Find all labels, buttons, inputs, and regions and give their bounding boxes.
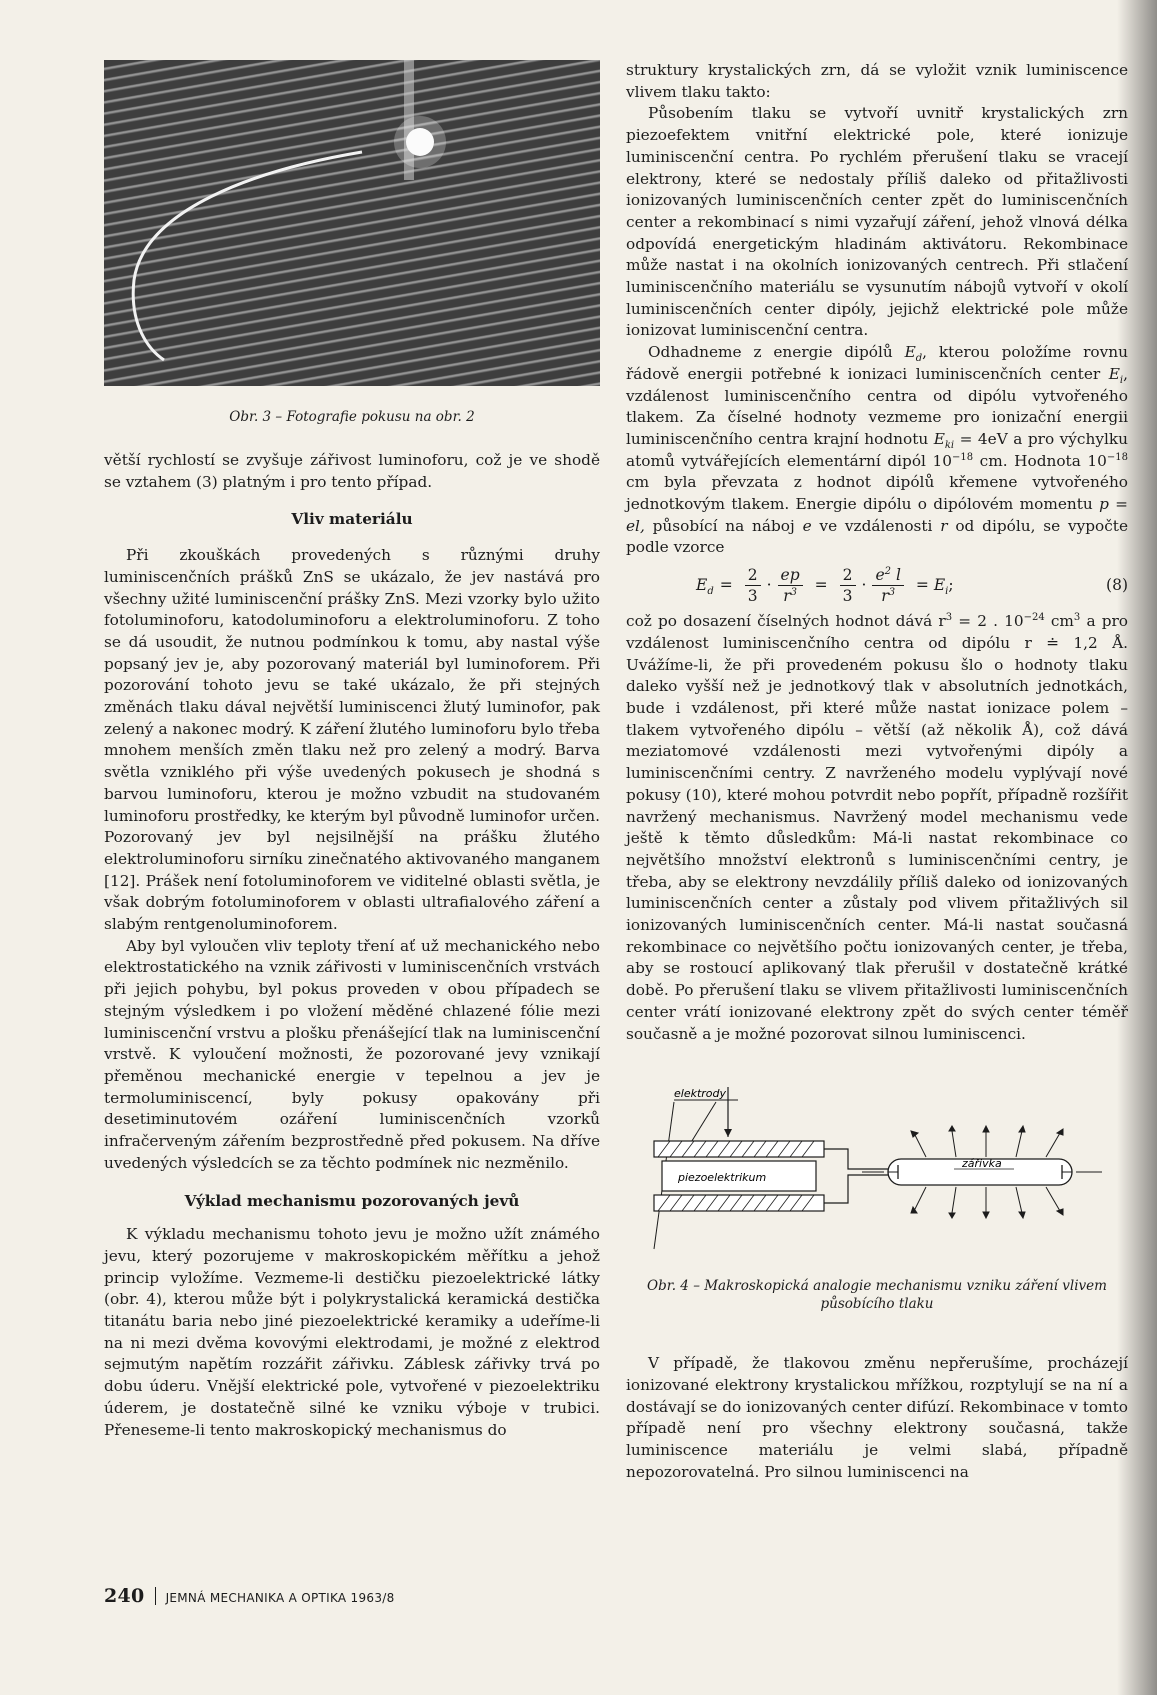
figure-4-caption: Obr. 4 – Makroskopická analogie mechanismu vzniku záření vlivem působícího tlaku <box>647 1278 1107 1313</box>
paragraph-mechanism: K výkladu mechanismu tohoto jevu je možno užít známého jevu, který pozorujeme v makroskopickém měřítku a jehož princip vyložíme. Vezmeme-li destičku piezoelektrické látky (obr. 4), kterou může být i polykrystalická keramická destička titanátu baria nebo jiné piezoelektrické keramiky a udeříme-li na ni mezi dvěma kovovými elektrodami, je možné z elektrod sejmutým napětím rozzářit zářivku. Záblesk zářivky trvá po dobu úderu. Vnější elektrické pole, vytvořené v piezoelektriku úderem, je dostatečně silné ke vzniku výboje v trubici. Přeneseme-li tento makroskopický mechanismus do <box>104 1225 600 1439</box>
paragraph-result: což po dosazení číselných hodnot dává $r^3 = 2$ . $10^{-24}$ $cm^3$ a pro vzdálenost luminiscenčního centra od dipólu r ≐ 1,2 Å. Uvážíme-li, že při provedeném pokusu šlo o hodnoty tlaku daleko vyšší než je jednotkový tlak v absolutních jednotkách, bude i vzdálenost, při které může nastat ionizace polem – tlakem vytvořeného dipólu – větší (až několik Å), což dává meziatomové vzdálenosti mezi vytvořenými dipóly a luminiscenčními centry. Z navrženého modelu vyplývají nové pokusy (10), které mohou potvrdit nebo popřít, případně rozšířit navržený mechanismus. Navržený model mechanismu vede ještě k těmto důsledkům: Má-li nastat rekombinace co největšího množství elektronů s luminiscenčními centry, je třeba, aby se elektrony nevzdálily příliš daleko od ionizovaných luminiscenčních center a zůstaly pod vlivem přitažlivých sil ionizovaných luminiscenčních center. Má-li nastat současná rekombinace co největšího počtu ionizovaných center, je třeba, aby se rostoucí aplikovaný tlak přerušil v dostatečně krátké době. Po přerušení tlaku se vlivem přitažlivosti luminiscenčních center vrátí ionizované elektrony zpět do svých center téměř současně a je možné pozorovat silnou luminiscenci. <box>626 612 1129 1043</box>
figure-4-diagram <box>626 1071 1128 1271</box>
right-column <box>626 60 1128 1483</box>
heading-material: Vliv materiálu <box>291 510 413 529</box>
paragraph-material-1: Při zkouškách provedených s různými druhy luminiscenčních prášků ZnS se ukázalo, že jev nastává pro všechny užité luminiscenční prášky ZnS. Mezi vzorky bylo užito fotoluminoforu, katodoluminoforu a elektroluminoforu. Z toho se dá usoudit, že nutnou podmínkou k tomu, aby nastal výše popsaný jev je, aby pozorovaný materiál byl luminoforem. Při pozorování tohoto jevu se také ukázalo, že při stejných změnách tlaku dával největší luminiscenci žlutý luminofor, pak zelený a nakonec modrý. K záření žlutého luminoforu bylo třeba mnohem menších změn tlaku než pro zelený a modrý. Barva světla vzniklého při výše uvedených pokusech je shodná s barvou luminoforu, kterou je možno vzbudit na studovaném luminoforu prostředky, ke kterým byl původně luminofor určen. Pozorovaný jev byl nejsilnější na prášku žlutého elektroluminoforu sirníku zinečnatého aktivovaného manganem [12]. Prášek není fotoluminoforem ve viditelné oblasti světla, je však dobrým fotoluminoforem v oblasti ultrafialového záření a slabým rentgenoluminoforem. <box>104 546 601 934</box>
heading-mechanism: Výklad mechanismu pozorovaných jevů <box>184 1191 520 1210</box>
paragraph-continuation: struktury krystalických zrn, dá se vyložit vznik luminiscence vlivem tlaku takto: <box>626 61 1128 101</box>
journal-name: JEMNÁ MECHANIKA A OPTIKA 1963/8 <box>165 1591 395 1605</box>
left-column <box>104 60 600 1441</box>
label-lamp: zářivka <box>962 1157 1002 1171</box>
page-footer <box>104 1585 395 1607</box>
equation-number: (8) <box>1106 576 1128 595</box>
paragraph-pressure: Působením tlaku se vytvoří uvnitř krystalických zrn piezoefektem vnitřní elektrické pole, které ionizuje luminiscenční centra. Po rychlém přerušení tlaku se vracejí elektrony, které se nedostaly příliš daleko od přitažlivosti ionizovaných luminiscenčních center zpět do luminiscenčních center a rekombinací s nimi vyzařují záření, jehož vlnová délka odpovídá energetickým hladinám aktivátoru. Rekombinace může nastat i na okolních ionizovaných centrech. Při stlačení luminiscenčního materiálu se vysunutím nábojů vytvoří v okolí luminiscenčních center dipóly, jejichž elektrické pole může ionizovat luminiscenční centra. <box>626 104 1128 340</box>
paragraph-intro: větší rychlostí se zvyšuje zářivost luminoforu, což je ve shodě se vztahem (3) platným i pro tento případ. <box>104 451 600 491</box>
label-electrodes: elektrody <box>674 1087 727 1101</box>
page-number: 240 <box>104 1585 145 1607</box>
paragraph-material-2: Aby byl vyloučen vliv teploty tření ať už mechanického nebo elektrostatického na vznik zářivosti v luminiscenčních vrstvách při jejich pohybu, byl pokus proveden v obou případech se stejným výsledkem i po vložení měděné chlazené fólie mezi luminiscenční vrstvu a plošku přenášející tlak na luminiscenční vrstvě. K vyloučení možnosti, že pozorované jevy vznikají přeměnou mechanické energie v tepelnou a jev je termoluminiscencí, byly pokusy opakovány při desetiminutovém ozáření luminiscenčních vzorků infračerveným zářením bezprostředně před pokusem. Na dříve uvedených výsledcích se za těchto podmínek nic nezměnilo. <box>104 936 600 1172</box>
label-piezo: piezoelektrikum <box>678 1171 767 1185</box>
figure-3-photo <box>104 60 600 386</box>
paragraph-estimate: Odhadneme z energie dipólů $E_d$, kterou položíme rovnu řádově energii potřebné k ionizaci luminiscenčních center $E_i$, vzdálenost luminiscenčního centra od dipólu vytvořeného tlakem. Za číselné hodnoty vezmeme pro ionizační energii luminiscenčního centra krajní hodnotu $E_{ki} = 4eV$ a pro výchylku atomů vytvářejících elementární dipól $10^{-18}$ cm. Hodnota $10^{-18}$ cm byla převzata z hodnot dipólů křemene vytvořeného jednotkovým tlakem. Energie dipólu o dipólovém momentu p = el, působící na náboj e ve vzdálenosti r od dipólu, se vypočte podle vzorce <box>626 343 1128 557</box>
paragraph-final: V případě, že tlakovou změnu nepřerušíme, procházejí ionizované elektrony krystalickou mřížkou, rozptylují se na ní a dostávají se do ionizovaných center difúzí. Rekombinace v tomto případě není pro všechny elektrony současná, takže luminiscence materiálu je velmi slabá, případně nepozorovatelná. Pro silnou luminiscenci na <box>626 1354 1128 1481</box>
figure-3-caption: Obr. 3 – Fotografie pokusu na obr. 2 <box>229 409 475 425</box>
equation-8: $E_d$ = $\frac{2}{3}$ · $\frac{ep}{r^3}$ = $\frac{2}{3}$ · $\frac{e^2 l}{r^3}$ = $E_i$ ; (8) <box>696 565 1128 605</box>
footer-divider <box>155 1587 156 1605</box>
